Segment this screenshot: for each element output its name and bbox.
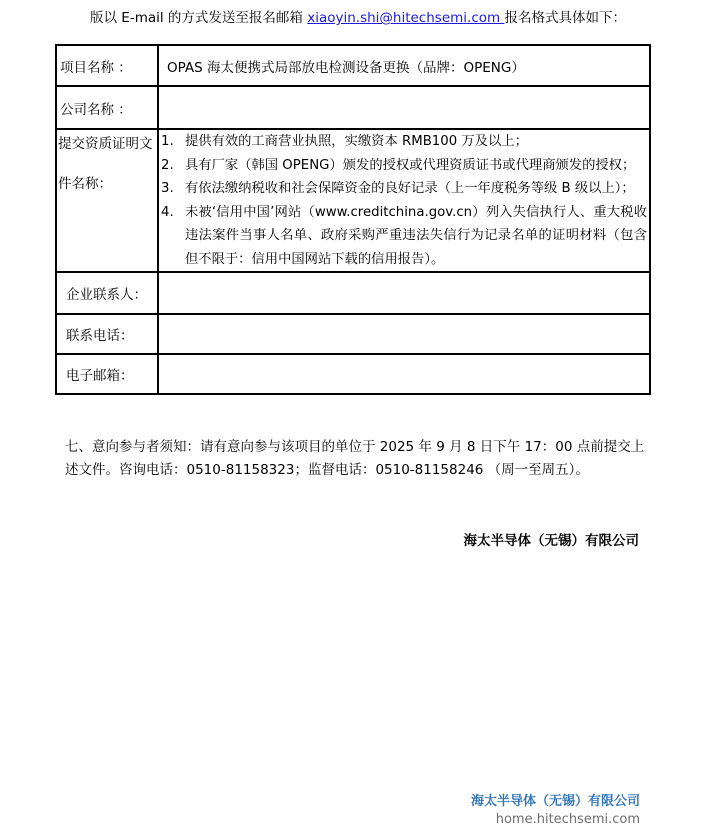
intro-suffix: 报名格式具体如下： [504, 10, 626, 26]
phone-field[interactable] [158, 314, 650, 354]
registration-form-table [55, 44, 651, 395]
project-name-value-cell[interactable] [158, 45, 650, 86]
phone-label-cell [56, 314, 158, 354]
footer-company-name: 海太半导体（无锡）有限公司 [470, 794, 640, 809]
signature-company: 海太半导体（无锡）有限公司 [463, 533, 639, 549]
company-name-label: 公司名称 ： [60, 101, 132, 118]
list-item-number: 4. [161, 204, 174, 220]
email-label: 电子邮箱： [66, 368, 134, 384]
table-row-qualification [56, 129, 650, 272]
company-name-label-cell [56, 86, 158, 129]
email-value [159, 366, 167, 382]
email-field[interactable] [158, 354, 650, 394]
list-item-number: 2. [161, 157, 174, 173]
qualification-list-cell [158, 129, 650, 272]
intro-paragraph [90, 9, 690, 27]
list-item-text: 有依法缴纳税收和社会保障资金的良好记录（上一年度税务等级 B 级以上）； [185, 181, 635, 196]
table-row-project [56, 45, 650, 86]
list-item-number: 1. [161, 134, 174, 149]
registration-email-link[interactable]: xiaoyin.shi@hitechsemi.com [307, 10, 505, 26]
project-name-label-cell [56, 45, 158, 86]
list-item-text: 提供有效的工商营业执照，实缴资本 RMB100 万及以上； [185, 134, 528, 149]
phone-label: 联系电话： [66, 328, 134, 344]
table-row-email [56, 354, 650, 394]
participant-notice: 七、意向参与者须知：请有意向参与该项目的单位于 2025 年 9 月 8 日下午 17：00 点前提交上述文件。咨询电话：0510-81158323；监督电话：0510-81158246 （周一至周五）。 [65, 439, 645, 478]
project-name-value: OPAS 海太便携式局部放电检测设备更换（品牌：OPENG） [167, 59, 525, 76]
contact-person-label-cell [56, 272, 158, 314]
company-name-field[interactable] [158, 86, 650, 129]
table-row-contact [56, 272, 650, 314]
table-row-phone [56, 314, 650, 354]
list-item-number: 3. [161, 181, 174, 196]
email-label-cell [56, 354, 158, 394]
qualification-item-4 [159, 201, 649, 272]
qualification-item-1 [159, 130, 649, 154]
phone-value [159, 326, 167, 342]
qualification-label-cell [56, 129, 158, 272]
qualification-item-2 [159, 154, 649, 178]
intro-prefix: 版以 E-mail 的方式发送至报名邮箱 [90, 10, 308, 26]
list-item-text: 未被‘信用中国’网站（www.creditchina.gov.cn）列入失信执行人、重大税收违法案件当事人名单、政府采购严重违法失信行为记录名单的证明材料（包含但不限于：信用中国网站下载的信用报告）。 [185, 204, 647, 267]
company-name-value [159, 100, 167, 116]
qualification-label: 提交资质证明文件名称： [58, 136, 153, 192]
qualification-list [159, 130, 649, 271]
footer-website[interactable]: home.hitechsemi.com [495, 812, 640, 827]
table-row-company [56, 86, 650, 129]
contact-person-value [159, 285, 167, 301]
project-name-label: 项目名称 ： [60, 59, 132, 76]
contact-person-field[interactable] [158, 272, 650, 314]
list-item-text: 具有厂家（韩国 OPENG）颁发的授权或代理资质证书或代理商颁发的授权； [185, 157, 636, 173]
qualification-item-3 [159, 177, 649, 201]
contact-person-label: 企业联系人： [66, 287, 147, 303]
